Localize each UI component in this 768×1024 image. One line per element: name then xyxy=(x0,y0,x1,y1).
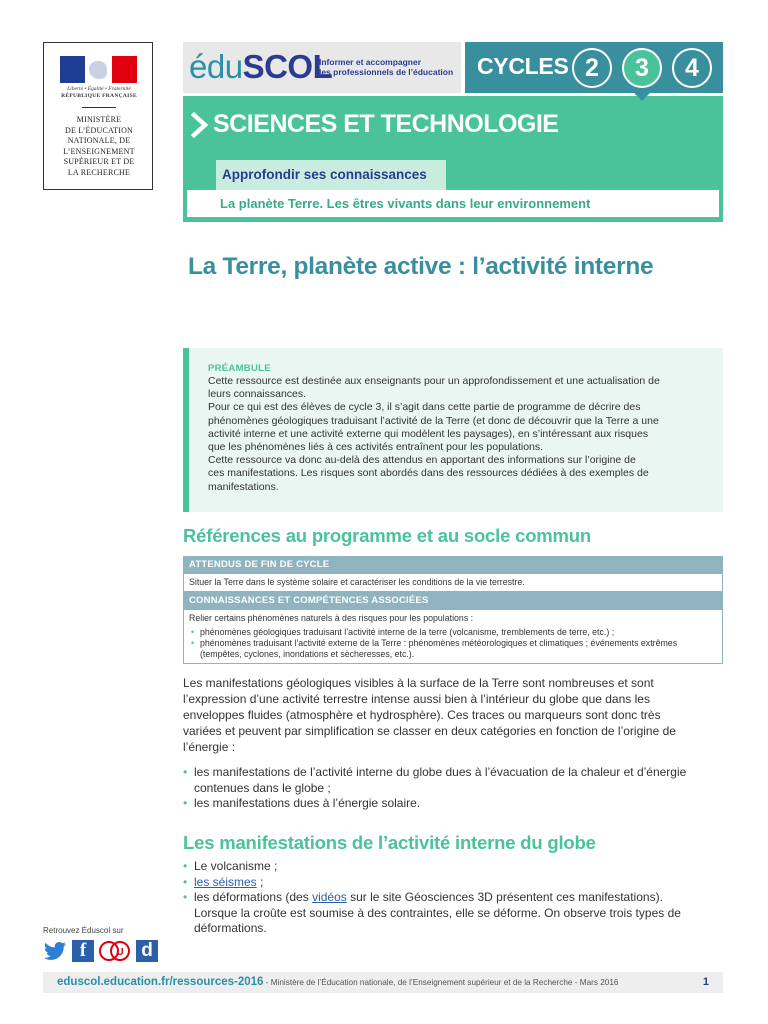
seismes-link[interactable]: les séismes xyxy=(194,874,257,889)
videos-link[interactable]: vidéos xyxy=(312,890,347,905)
intro-list xyxy=(183,765,723,812)
cycles-banner xyxy=(465,42,723,93)
preamble-box xyxy=(183,348,723,512)
ministry-logo xyxy=(43,42,153,190)
footer xyxy=(43,972,723,993)
references-table xyxy=(183,556,723,664)
eduscol-tagline: Informer et accompagner les professionnels de l’éducation xyxy=(319,57,454,77)
list-item: • phénomènes géologiques traduisant l’activité interne de la terre (volcanisme, tremblements de terre, etc.) ; xyxy=(189,627,717,638)
dailymotion-icon[interactable]: d xyxy=(136,940,158,962)
social-label: Retrouvez Éduscol sur xyxy=(43,926,124,935)
twitter-icon[interactable] xyxy=(43,940,67,962)
list-item: • les manifestations de l’activité interne du globe dues à l’évacuation de la chaleur et d’énergie contenues dans le globe ; xyxy=(183,765,723,796)
internal-activity-heading: Les manifestations de l’activité interne du globe xyxy=(183,832,596,853)
theme-label: La planète Terre. Les êtres vivants dans leur environnement xyxy=(187,190,719,217)
cycles-label: CYCLES xyxy=(477,53,569,79)
preamble-body: Cette ressource est destinée aux enseignants pour un approfondissement et une actualisation de leurs connaissances. Pour ce qui est des élèves de cycle 3, il s’agit dans cette partie de programme de décrire des phénomènes géologiques traduisant l’activité de la Terre (et donc de découvrir que la Terre a une activité interne et une activité externe qui modèlent les paysages), en s’intéressant aux risques que les phénomènes liés à ces activités entraînent pour les populations. Cette ressource va donc au-delà des attendus en apportant des informations sur l’origine de ces manifestations. Les risques sont abordés dans des ressources dédiées à des exemples de manifestations. xyxy=(208,375,660,493)
list-item: • les séismes ; xyxy=(183,875,723,891)
page-number: 1 xyxy=(702,976,709,988)
social-links xyxy=(43,940,158,962)
republic-motto: Liberté • Égalité • Fraternité RÉPUBLIQUE FRANÇAISE xyxy=(61,86,137,99)
footer-url-link[interactable]: eduscol.education.fr/ressources-2016 xyxy=(57,976,264,988)
eduscol-banner[interactable] xyxy=(183,42,461,93)
active-cycle-pointer xyxy=(633,92,651,101)
marianne-flag-icon xyxy=(60,56,137,83)
subtab-label: Approfondir ses connaissances xyxy=(216,160,446,190)
table-cell: Relier certains phénomènes naturels à des risques pour les populations : • phénomènes géologiques traduisant l’activité interne de la terre (volcanisme, tremblements de terre, etc.) ; • phénomènes traduisant l’activité externe de la Terre : phénomènes météorologiques et climatiques ; événements extrêmes (tempêtes, cyclones, inondations et sècheresses, etc.). xyxy=(183,610,723,664)
list-item: • phénomènes traduisant l’activité externe de la Terre : phénomènes météorologiques et climatiques ; événements extrêmes (tempêtes, cyclones, inondations et sècheresses, etc.). xyxy=(189,638,717,660)
references-heading: Références au programme et au socle commun xyxy=(183,525,591,546)
table-header: ATTENDUS DE FIN DE CYCLE xyxy=(183,556,723,574)
internal-activity-list xyxy=(183,859,723,937)
list-item: • les déformations (des vidéos sur le site Géosciences 3D présentent ces manifestations). Lorsque la croûte est soumise à des contraintes, elle se déforme. On observe trois types de déformations. xyxy=(183,890,723,937)
svg-text:U: U xyxy=(116,947,124,958)
ministry-divider xyxy=(82,107,116,108)
eduscol-logo: éduSCOL xyxy=(189,48,333,85)
cycle-2-badge[interactable]: 2 xyxy=(572,48,612,88)
canal-u-icon[interactable] xyxy=(99,940,131,962)
list-item: • les manifestations dues à l’énergie solaire. xyxy=(183,796,723,812)
preamble-title: PRÉAMBULE xyxy=(208,363,271,374)
section-title: SCIENCES ET TECHNOLOGIE xyxy=(213,110,559,138)
chevron-right-icon xyxy=(189,112,211,138)
table-header: CONNAISSANCES ET COMPÉTENCES ASSOCIÉES xyxy=(183,592,723,610)
page-title: La Terre, planète active : l’activité interne xyxy=(188,253,654,280)
intro-paragraph: Les manifestations géologiques visibles à la surface de la Terre sont nombreuses et sont l’expression d’une activité terrestre intense aussi bien à l’intérieur du globe que dans les enveloppes fluides (atmosphère et hydrosphère). Ces traces ou marqueurs sont donc très variées et peuvent par simplification se classer en deux catégories en fonction de l’origine de l’énergie : xyxy=(183,676,676,754)
list-item: • Le volcanisme ; xyxy=(183,859,723,875)
table-cell: Situer la Terre dans le système solaire et caractériser les conditions de la vie terrestre. xyxy=(183,574,723,592)
facebook-icon[interactable]: f xyxy=(72,940,94,962)
ministry-name: MINISTÈRE DE L’ÉDUCATION NATIONALE, DE L’ENSEIGNEMENT SUPÉRIEUR ET DE LA RECHERCHE xyxy=(63,115,135,177)
cycle-4-badge[interactable]: 4 xyxy=(672,48,712,88)
cycle-3-badge[interactable]: 3 xyxy=(622,48,662,88)
footer-text: - Ministère de l’Éducation nationale, de l’Enseignement supérieur et de la Recherche - Mars 2016 xyxy=(263,978,619,987)
section-header xyxy=(183,96,723,222)
